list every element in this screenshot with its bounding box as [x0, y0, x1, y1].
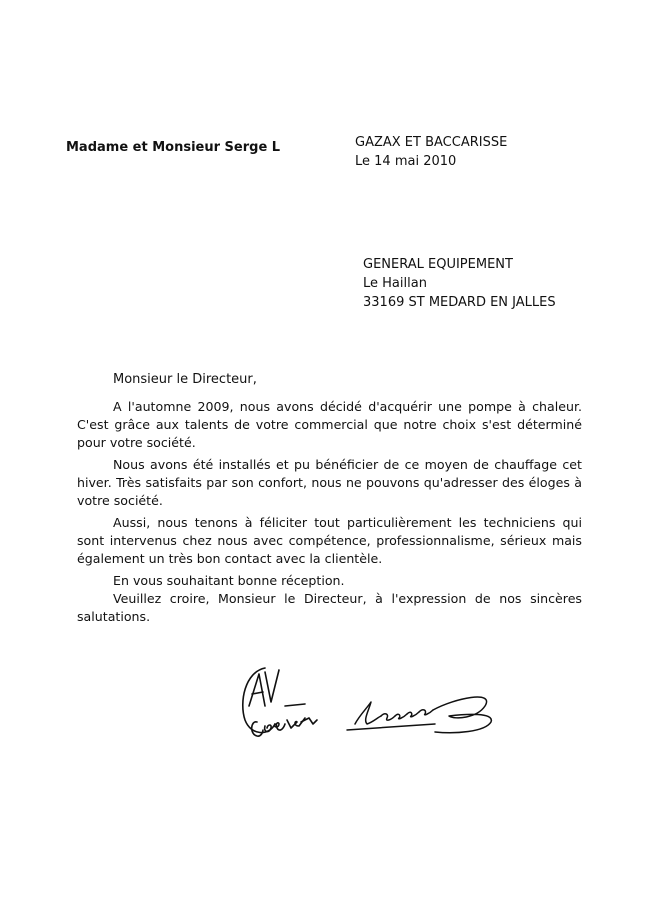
- letter-body: [77, 398, 582, 626]
- place: GAZAX ET BACCARISSE: [355, 135, 508, 150]
- paragraph-1: A l'automne 2009, nous avons décidé d'acquérir une pompe à chaleur. C'est grâce aux talents de votre commercial que notre choix s'est déterminé pour votre société.: [77, 399, 582, 450]
- signature-2: [345, 680, 505, 738]
- salutation: Monsieur le Directeur,: [113, 372, 257, 387]
- paragraph-4: En vous souhaitant bonne réception.: [113, 573, 345, 588]
- recipient-line-3: 33169 ST MEDARD EN JALLES: [363, 295, 556, 310]
- letter-date: Le 14 mai 2010: [355, 154, 457, 169]
- recipient-name: GENERAL EQUIPEMENT: [363, 257, 513, 272]
- place-date-block: [355, 133, 507, 171]
- signature-1: [235, 662, 327, 744]
- paragraph-3: Aussi, nous tenons à féliciter tout particulièrement les techniciens qui sont intervenus chez nous avec compétence, professionnalisme, sérieux mais également un très bon contact avec la clientèle.: [77, 515, 582, 566]
- sender-name: Madame et Monsieur Serge L: [66, 140, 281, 155]
- recipient-line-2: Le Haillan: [363, 276, 427, 291]
- recipient-address: [363, 255, 556, 312]
- paragraph-2: Nous avons été installés et pu bénéficier de ce moyen de chauffage cet hiver. Très satisfaits par son confort, nous ne pouvons qu'adresser des éloges à votre société.: [77, 457, 582, 508]
- paragraph-5: Veuillez croire, Monsieur le Directeur, à l'expression de nos sincères salutations.: [77, 591, 582, 624]
